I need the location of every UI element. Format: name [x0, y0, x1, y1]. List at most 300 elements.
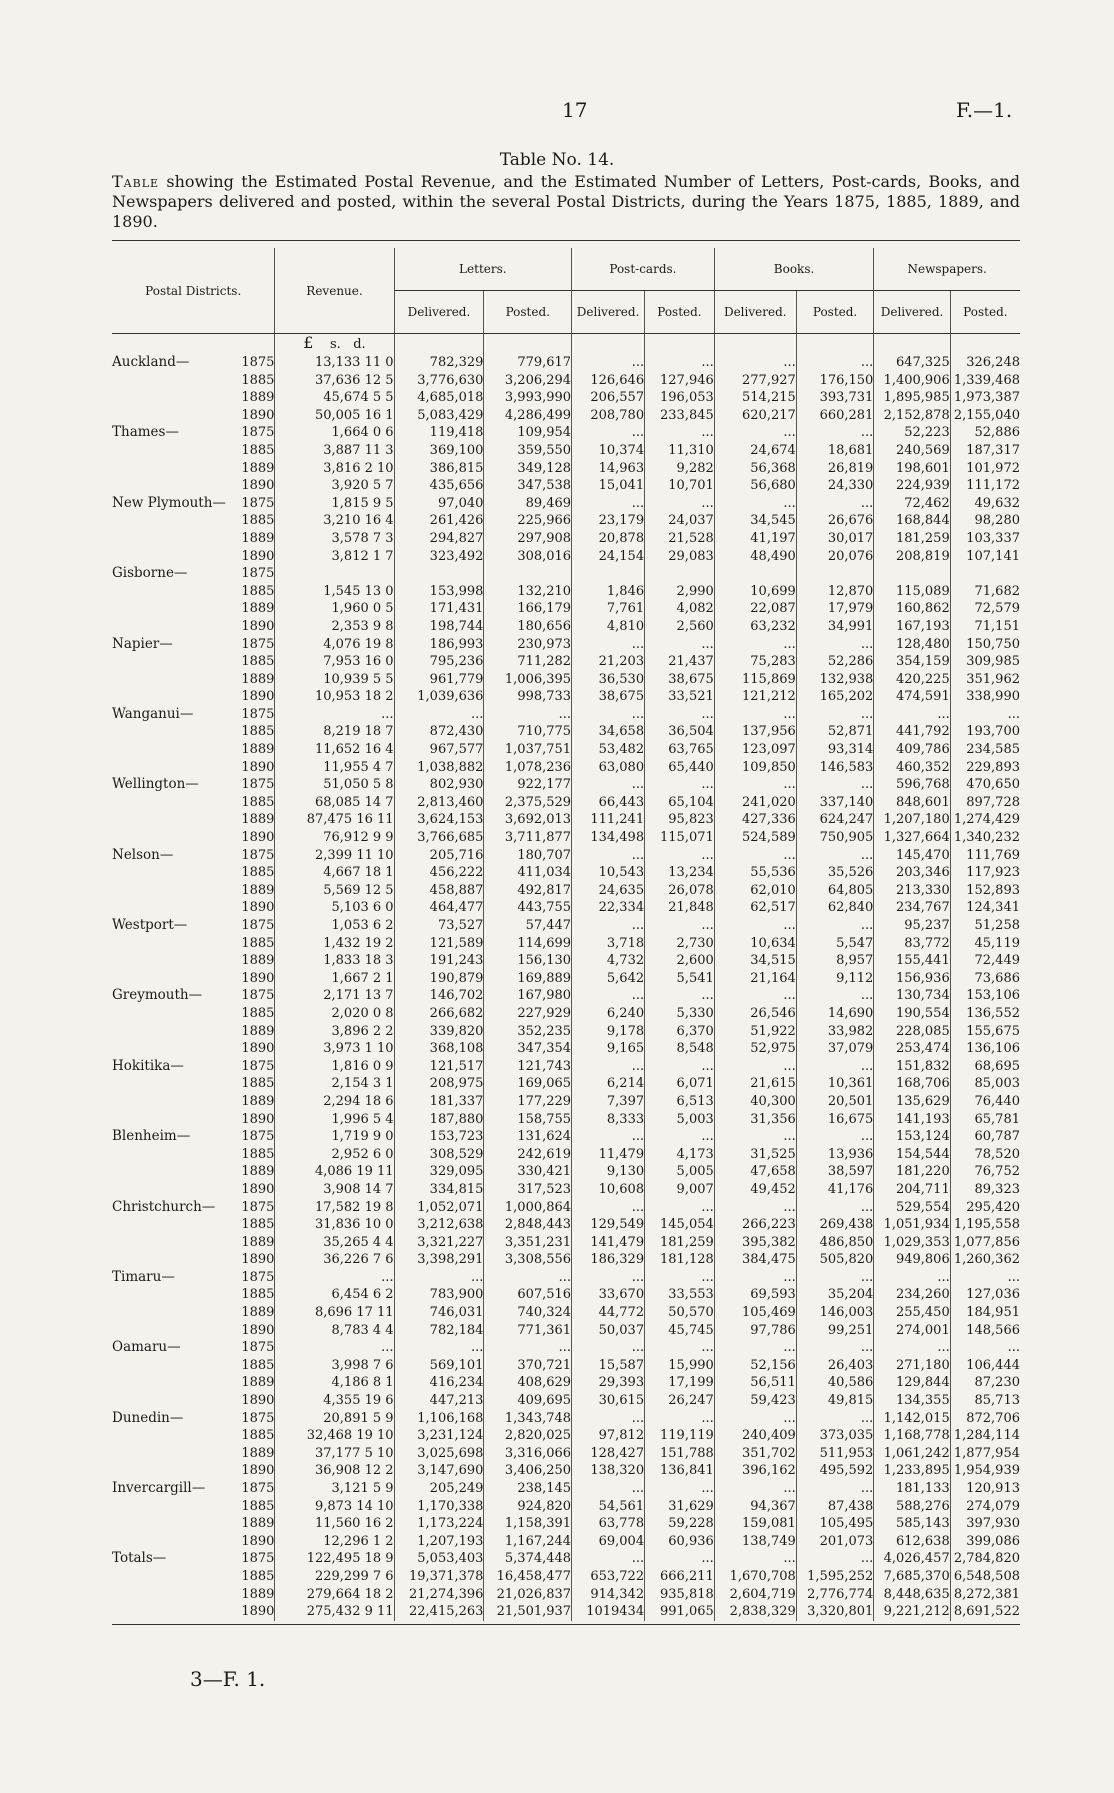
count-cell: 1,877,954 [950, 1445, 1020, 1463]
count-cell: 51,922 [714, 1023, 796, 1041]
year-cell: 1889 [241, 1445, 275, 1461]
count-cell: 1,061,242 [874, 1445, 950, 1463]
revenue-cell: 1,664 0 6 [275, 424, 394, 442]
table-row [112, 495, 1020, 513]
year-cell: 1875 [241, 1551, 275, 1567]
district-name: Nelson— [112, 846, 174, 863]
count-cell: 4,026,457 [874, 1550, 950, 1568]
revenue-cell [275, 565, 394, 583]
count-cell: 8,272,381 [950, 1586, 1020, 1604]
count-cell: ... [394, 706, 484, 724]
count-cell: 326,248 [950, 354, 1020, 372]
revenue-cell: 2,171 13 7 [275, 987, 394, 1005]
count-cell: 2,600 [645, 952, 715, 970]
count-cell: 166,179 [484, 600, 572, 618]
count-cell: ... [484, 1269, 572, 1287]
table-caption [112, 172, 1020, 232]
count-cell: 168,844 [874, 512, 950, 530]
count-cell: 660,281 [796, 407, 874, 425]
count-cell: 62,840 [796, 899, 874, 917]
header-books: Books. [714, 248, 874, 291]
count-cell: 21,437 [645, 653, 715, 671]
count-cell: 393,731 [796, 389, 874, 407]
count-cell: 187,317 [950, 442, 1020, 460]
count-cell: 4,732 [572, 952, 645, 970]
count-cell: 126,646 [572, 372, 645, 390]
table-row [112, 1111, 1020, 1129]
count-cell: 136,841 [645, 1462, 715, 1480]
count-cell: 208,819 [874, 548, 950, 566]
count-cell: 1,167,244 [484, 1533, 572, 1551]
table-row [112, 794, 1020, 812]
count-cell: 136,552 [950, 1005, 1020, 1023]
count-cell: 201,073 [796, 1533, 874, 1551]
count-cell: 22,334 [572, 899, 645, 917]
count-cell: 782,184 [394, 1322, 484, 1340]
count-cell: 56,368 [714, 460, 796, 478]
count-cell: ... [796, 424, 874, 442]
table-row [112, 671, 1020, 689]
count-cell: 124,341 [950, 899, 1020, 917]
count-cell: 998,733 [484, 688, 572, 706]
count-cell: ... [645, 424, 715, 442]
revenue-cell: 1,816 0 9 [275, 1058, 394, 1076]
revenue-cell: 35,265 4 4 [275, 1234, 394, 1252]
table-row [112, 776, 1020, 794]
count-cell: ... [796, 1480, 874, 1498]
table-row [112, 1234, 1020, 1252]
count-cell: 93,314 [796, 741, 874, 759]
count-cell: 41,197 [714, 530, 796, 548]
count-cell: 35,526 [796, 864, 874, 882]
page-reference: F.—1. [956, 98, 1013, 122]
count-cell: ... [645, 1199, 715, 1217]
count-cell: 228,085 [874, 1023, 950, 1041]
year-cell: 1885 [241, 1217, 275, 1233]
count-cell: 266,682 [394, 1005, 484, 1023]
count-cell: ... [714, 354, 796, 372]
year-cell: 1885 [241, 1005, 275, 1021]
count-cell: 184,951 [950, 1304, 1020, 1322]
district-name: Blenheim— [112, 1128, 191, 1145]
count-cell: ... [645, 1339, 715, 1357]
year-cell: 1889 [241, 530, 275, 546]
count-cell: 1,170,338 [394, 1498, 484, 1516]
count-cell: 181,259 [645, 1234, 715, 1252]
table-row [112, 882, 1020, 900]
revenue-cell: 4,186 8 1 [275, 1374, 394, 1392]
count-cell: 1,327,664 [874, 829, 950, 847]
revenue-cell: 3,896 2 2 [275, 1023, 394, 1041]
count-cell: 181,220 [874, 1163, 950, 1181]
count-cell: 351,702 [714, 1445, 796, 1463]
count-cell [645, 565, 715, 583]
count-cell: 105,495 [796, 1515, 874, 1533]
count-cell: 384,475 [714, 1251, 796, 1269]
count-cell: 155,441 [874, 952, 950, 970]
year-cell: 1885 [241, 654, 275, 670]
year-cell: 1885 [241, 794, 275, 810]
district-name: New Plymouth— [112, 494, 226, 511]
count-cell: 420,225 [874, 671, 950, 689]
count-cell: 146,583 [796, 759, 874, 777]
count-cell: 26,247 [645, 1392, 715, 1410]
count-cell: 127,036 [950, 1286, 1020, 1304]
year-cell: 1875 [241, 1129, 275, 1145]
count-cell: 83,772 [874, 935, 950, 953]
year-cell: 1889 [241, 1023, 275, 1039]
count-cell: 114,699 [484, 935, 572, 953]
table-row [112, 1304, 1020, 1322]
count-cell: 225,966 [484, 512, 572, 530]
table-row [112, 759, 1020, 777]
count-cell: 40,586 [796, 1374, 874, 1392]
count-cell: ... [714, 495, 796, 513]
count-cell: 21,203 [572, 653, 645, 671]
revenue-cell: 11,560 16 2 [275, 1515, 394, 1533]
count-cell: ... [714, 1339, 796, 1357]
count-cell: 151,832 [874, 1058, 950, 1076]
count-cell: 21,528 [645, 530, 715, 548]
year-cell: 1890 [241, 478, 275, 494]
count-cell: ... [572, 1550, 645, 1568]
count-cell: 253,474 [874, 1040, 950, 1058]
count-cell: 474,591 [874, 688, 950, 706]
count-cell: 29,083 [645, 548, 715, 566]
year-cell: 1875 [241, 777, 275, 793]
count-cell: ... [714, 1550, 796, 1568]
count-cell: ... [572, 1480, 645, 1498]
count-cell: 1,142,015 [874, 1410, 950, 1428]
table-row [112, 688, 1020, 706]
revenue-cell: 3,210 16 4 [275, 512, 394, 530]
district-name: Wanganui— [112, 705, 194, 722]
count-cell: 470,650 [950, 776, 1020, 794]
count-cell: 1,973,387 [950, 389, 1020, 407]
table-row [112, 653, 1020, 671]
count-cell: 3,766,685 [394, 829, 484, 847]
count-cell: 24,635 [572, 882, 645, 900]
count-cell: ... [796, 987, 874, 1005]
count-cell: 317,523 [484, 1181, 572, 1199]
count-cell: 171,431 [394, 600, 484, 618]
count-cell: 153,124 [874, 1128, 950, 1146]
count-cell: ... [796, 1550, 874, 1568]
count-cell: 1,051,934 [874, 1216, 950, 1234]
count-cell: 63,080 [572, 759, 645, 777]
year-cell: 1875 [241, 847, 275, 863]
revenue-cell: 1,053 6 2 [275, 917, 394, 935]
count-cell: 191,243 [394, 952, 484, 970]
year-cell: 1875 [241, 566, 275, 582]
count-cell: 69,004 [572, 1533, 645, 1551]
district-name: Oamaru— [112, 1339, 181, 1356]
count-cell: 62,010 [714, 882, 796, 900]
count-cell: 15,990 [645, 1357, 715, 1375]
revenue-cell: 3,812 1 7 [275, 548, 394, 566]
count-cell: ... [714, 636, 796, 654]
revenue-cell: 76,912 9 9 [275, 829, 394, 847]
year-cell: 1875 [241, 1410, 275, 1426]
count-cell: 213,330 [874, 882, 950, 900]
count-cell: ... [572, 424, 645, 442]
revenue-cell: 3,920 5 7 [275, 477, 394, 495]
count-cell: 109,850 [714, 759, 796, 777]
count-cell: 2,820,025 [484, 1427, 572, 1445]
count-cell: 308,016 [484, 548, 572, 566]
revenue-cell: 1,960 0 5 [275, 600, 394, 618]
count-cell: 277,927 [714, 372, 796, 390]
table-row [112, 987, 1020, 1005]
year-cell: 1890 [241, 759, 275, 775]
revenue-cell: 20,891 5 9 [275, 1410, 394, 1428]
count-cell: 10,634 [714, 935, 796, 953]
count-cell: 97,040 [394, 495, 484, 513]
table-title: Table No. 14. [499, 150, 615, 170]
count-cell: 69,593 [714, 1286, 796, 1304]
count-cell: 447,213 [394, 1392, 484, 1410]
count-cell: 24,674 [714, 442, 796, 460]
count-cell: 71,682 [950, 583, 1020, 601]
count-cell: 872,430 [394, 723, 484, 741]
year-cell: 1875 [241, 988, 275, 1004]
table-row [112, 935, 1020, 953]
count-cell: 138,320 [572, 1462, 645, 1480]
count-cell: 4,173 [645, 1146, 715, 1164]
count-cell: 3,231,124 [394, 1427, 484, 1445]
year-cell: 1889 [241, 1375, 275, 1391]
count-cell: 961,779 [394, 671, 484, 689]
count-cell: 460,352 [874, 759, 950, 777]
count-cell: 98,280 [950, 512, 1020, 530]
count-cell: 78,520 [950, 1146, 1020, 1164]
count-cell: 241,020 [714, 794, 796, 812]
count-cell: 924,820 [484, 1498, 572, 1516]
count-cell: 1,029,353 [874, 1234, 950, 1252]
count-cell: 5,374,448 [484, 1550, 572, 1568]
count-cell: 72,579 [950, 600, 1020, 618]
header-books-delivered: Delivered. [714, 291, 796, 334]
count-cell: 2,152,878 [874, 407, 950, 425]
count-cell: ... [950, 706, 1020, 724]
count-cell: 196,053 [645, 389, 715, 407]
count-cell: 26,676 [796, 512, 874, 530]
count-cell: 115,869 [714, 671, 796, 689]
count-cell: ... [714, 424, 796, 442]
count-cell: 492,817 [484, 882, 572, 900]
table-row [112, 917, 1020, 935]
district-name: Invercargill— [112, 1480, 206, 1496]
count-cell: 121,589 [394, 935, 484, 953]
revenue-cell: 8,219 18 7 [275, 723, 394, 741]
count-cell: ... [874, 1339, 950, 1357]
table-row [112, 636, 1020, 654]
table-row [112, 1163, 1020, 1181]
table-row [112, 548, 1020, 566]
revenue-cell: 8,783 4 4 [275, 1322, 394, 1340]
count-cell: 334,815 [394, 1181, 484, 1199]
count-cell: 1019434 [572, 1603, 645, 1621]
count-cell: 31,629 [645, 1498, 715, 1516]
count-cell: 234,767 [874, 899, 950, 917]
count-cell: 6,548,508 [950, 1568, 1020, 1586]
count-cell: 16,458,477 [484, 1568, 572, 1586]
count-cell: 152,893 [950, 882, 1020, 900]
count-cell: ... [796, 1199, 874, 1217]
year-cell: 1890 [241, 900, 275, 916]
table-row [112, 407, 1020, 425]
count-cell: 36,530 [572, 671, 645, 689]
count-cell: ... [714, 847, 796, 865]
count-cell: ... [572, 1058, 645, 1076]
year-cell: 1890 [241, 1111, 275, 1127]
count-cell: ... [796, 1128, 874, 1146]
count-cell: 181,128 [645, 1251, 715, 1269]
count-cell: 1,207,193 [394, 1533, 484, 1551]
count-cell: 22,087 [714, 600, 796, 618]
count-cell: 8,957 [796, 952, 874, 970]
count-cell: 57,447 [484, 917, 572, 935]
count-cell: ... [796, 917, 874, 935]
year-cell: 1889 [241, 460, 275, 476]
count-cell [796, 565, 874, 583]
year-cell: 1890 [241, 1463, 275, 1479]
count-cell: 10,608 [572, 1181, 645, 1199]
year-cell: 1889 [241, 1305, 275, 1321]
count-cell: 2,848,443 [484, 1216, 572, 1234]
count-cell: 1,038,882 [394, 759, 484, 777]
count-cell: 991,065 [645, 1603, 715, 1621]
revenue-cell: 3,998 7 6 [275, 1357, 394, 1375]
count-cell: 120,913 [950, 1480, 1020, 1498]
count-cell: ... [874, 706, 950, 724]
revenue-cell: 51,050 5 8 [275, 776, 394, 794]
count-cell: ... [645, 1480, 715, 1498]
count-cell: 261,426 [394, 512, 484, 530]
revenue-cell: 1,545 13 0 [275, 583, 394, 601]
count-cell: 15,041 [572, 477, 645, 495]
year-cell: 1890 [241, 618, 275, 634]
count-cell: 323,492 [394, 548, 484, 566]
table-row [112, 460, 1020, 478]
year-cell: 1889 [241, 601, 275, 617]
count-cell: ... [484, 706, 572, 724]
district-name: Gisborne— [112, 565, 188, 582]
year-cell: 1885 [241, 1498, 275, 1514]
count-cell: 153,998 [394, 583, 484, 601]
count-cell: 914,342 [572, 1586, 645, 1604]
count-cell: 2,813,460 [394, 794, 484, 812]
table-row [112, 723, 1020, 741]
count-cell: 409,695 [484, 1392, 572, 1410]
table-row [112, 1216, 1020, 1234]
table-row [112, 600, 1020, 618]
count-cell: ... [796, 354, 874, 372]
count-cell: 416,234 [394, 1374, 484, 1392]
revenue-cell: 7,953 16 0 [275, 653, 394, 671]
count-cell: 15,587 [572, 1357, 645, 1375]
count-cell: 9,007 [645, 1181, 715, 1199]
count-cell: 411,034 [484, 864, 572, 882]
count-cell: ... [572, 354, 645, 372]
count-cell: ... [714, 987, 796, 1005]
table-row [112, 1040, 1020, 1058]
count-cell: 229,893 [950, 759, 1020, 777]
count-cell: 158,755 [484, 1111, 572, 1129]
count-cell: ... [645, 495, 715, 513]
count-cell: ... [645, 1410, 715, 1428]
count-cell: 3,993,990 [484, 389, 572, 407]
count-cell: 187,880 [394, 1111, 484, 1129]
revenue-cell: 68,085 14 7 [275, 794, 394, 812]
count-cell: 145,470 [874, 847, 950, 865]
count-cell: 370,721 [484, 1357, 572, 1375]
year-cell: 1889 [241, 812, 275, 828]
count-cell: 115,071 [645, 829, 715, 847]
count-cell: 1,006,395 [484, 671, 572, 689]
count-cell: 337,140 [796, 794, 874, 812]
count-cell: 5,005 [645, 1163, 715, 1181]
count-cell: 56,680 [714, 477, 796, 495]
count-cell: 408,629 [484, 1374, 572, 1392]
count-cell: 1,233,895 [874, 1462, 950, 1480]
count-cell: ... [645, 354, 715, 372]
count-cell: 369,100 [394, 442, 484, 460]
count-cell: 23,179 [572, 512, 645, 530]
count-cell: 740,324 [484, 1304, 572, 1322]
year-cell: 1885 [241, 583, 275, 599]
revenue-cell: ... [275, 1339, 394, 1357]
count-cell: 26,819 [796, 460, 874, 478]
count-cell: 153,723 [394, 1128, 484, 1146]
table-row [112, 442, 1020, 460]
count-cell: 31,356 [714, 1111, 796, 1129]
count-cell: 186,993 [394, 636, 484, 654]
count-cell: 12,870 [796, 583, 874, 601]
count-cell: 59,423 [714, 1392, 796, 1410]
count-cell: 11,479 [572, 1146, 645, 1164]
revenue-cell: 122,495 18 9 [275, 1550, 394, 1568]
district-name: Westport— [112, 917, 188, 933]
count-cell: 24,154 [572, 548, 645, 566]
count-cell: 37,079 [796, 1040, 874, 1058]
count-cell: 1,595,252 [796, 1568, 874, 1586]
count-cell: 435,656 [394, 477, 484, 495]
count-cell: 134,355 [874, 1392, 950, 1410]
year-cell: 1875 [241, 355, 275, 370]
count-cell: 60,787 [950, 1128, 1020, 1146]
count-cell: 297,908 [484, 530, 572, 548]
count-cell: 153,106 [950, 987, 1020, 1005]
count-cell: 2,990 [645, 583, 715, 601]
table-row [112, 1093, 1020, 1111]
count-cell: 154,544 [874, 1146, 950, 1164]
revenue-cell: 10,939 5 5 [275, 671, 394, 689]
count-cell: 111,172 [950, 477, 1020, 495]
count-cell: 73,527 [394, 917, 484, 935]
table-row [112, 1586, 1020, 1604]
revenue-cell: 3,578 7 3 [275, 530, 394, 548]
count-cell: 159,081 [714, 1515, 796, 1533]
header-revenue: Revenue. [275, 248, 394, 334]
count-cell: 198,744 [394, 618, 484, 636]
count-cell: 180,707 [484, 847, 572, 865]
count-cell: 75,283 [714, 653, 796, 671]
revenue-cell: 3,887 11 3 [275, 442, 394, 460]
district-name: Timaru— [112, 1268, 175, 1285]
count-cell: 68,695 [950, 1058, 1020, 1076]
count-cell: ... [950, 1339, 1020, 1357]
